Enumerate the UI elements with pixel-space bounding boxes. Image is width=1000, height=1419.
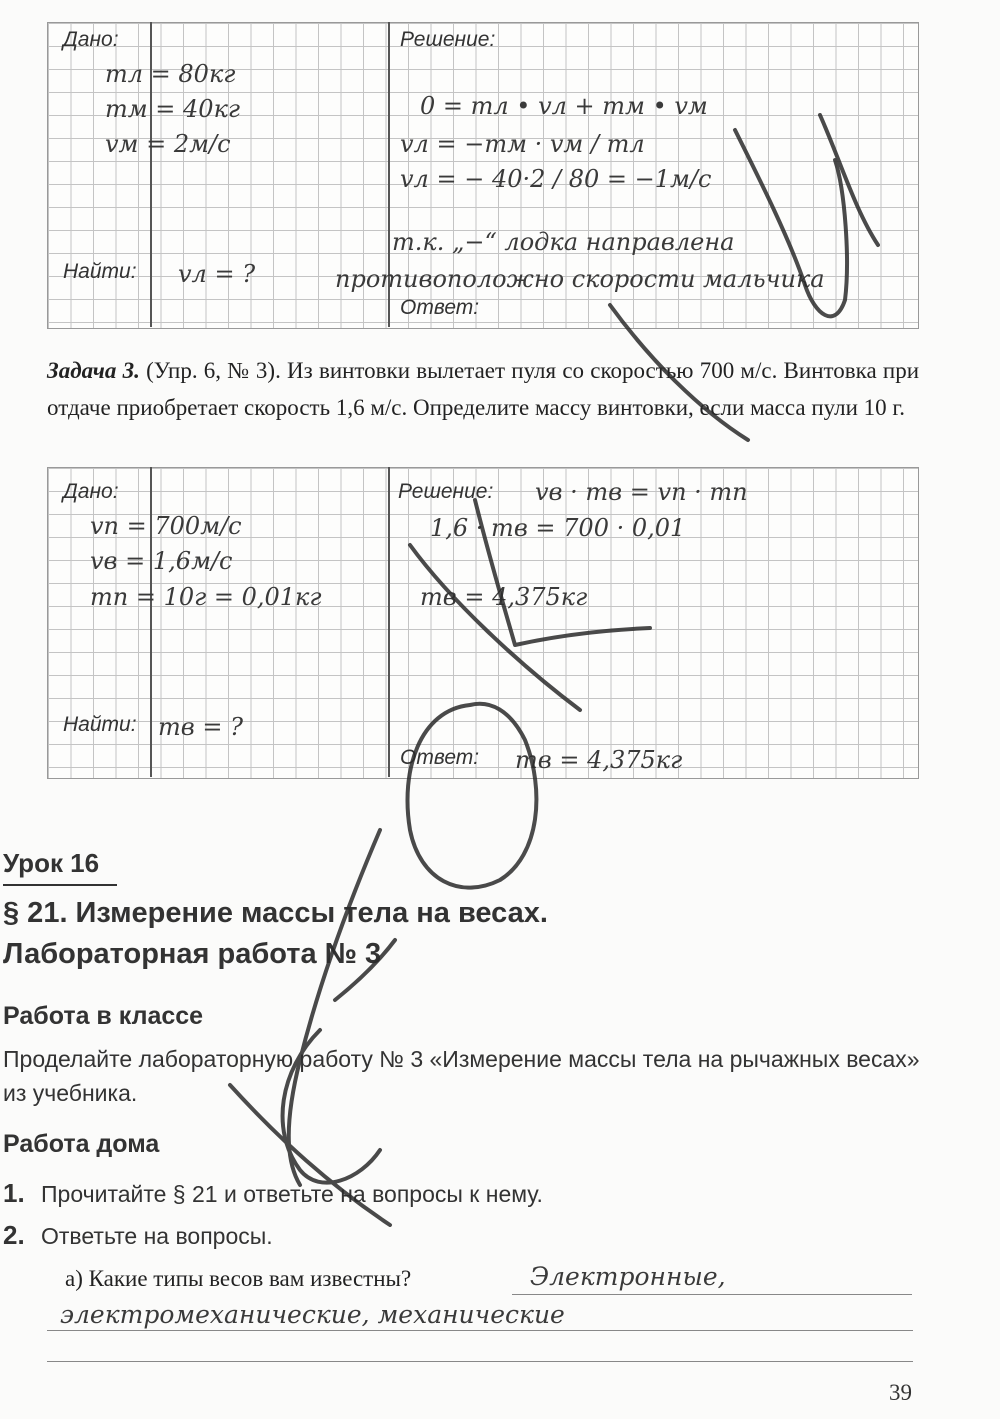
- task2-given-3: vм = 2м/с: [105, 130, 231, 158]
- home-item-2-num: 2.: [3, 1220, 25, 1250]
- lab-title: Лабораторная работа № 3: [3, 938, 382, 970]
- answer-a-line1: Электронные,: [530, 1262, 726, 1291]
- pen-stroke-c: [283, 1030, 380, 1183]
- pen-stroke-diag-1: [610, 305, 748, 440]
- task3-answer-value: mв = 4,375кг: [515, 746, 683, 774]
- answer-a-line2: электромеханические, механические: [60, 1300, 565, 1329]
- task2-given-label: Дано:: [63, 28, 119, 51]
- task3-title: Задача 3.: [47, 358, 140, 383]
- question-a: а) Какие типы весов вам известны?: [65, 1266, 412, 1291]
- task2-answer-2: противоположно скорости мальчика: [335, 265, 825, 293]
- task3-text: (Упр. 6, № 3). Из винтовки вылетает пуля со скоростью 700 м/с. Винтовка при отдаче приобретает скорость 1,6 м/с. Определите массу винтовки, если масса пули 10 г.: [47, 358, 919, 420]
- paragraph-title: § 21. Измерение массы тела на весах.: [3, 897, 548, 929]
- task3-solution-1: vв · mв = vп · mп: [535, 478, 748, 506]
- task3-given-1: vп = 700м/с: [90, 512, 242, 540]
- task3-answer-label: Ответ:: [400, 746, 480, 769]
- pen-stroke-tail: [230, 1085, 390, 1225]
- lesson-number: Урок 16: [3, 848, 100, 878]
- task3-find-label: Найти:: [63, 713, 137, 736]
- home-item-1-text: Прочитайте § 21 и ответьте на вопросы к нему.: [41, 1181, 543, 1207]
- task2-find-label: Найти:: [63, 260, 137, 283]
- pen-stroke-k-upper: [820, 115, 878, 245]
- task3-solution-label: Решение:: [398, 480, 494, 503]
- class-work-text: Проделайте лабораторную работу № 3 «Измерение массы тела на рычажных весах» из учебника.: [3, 1046, 920, 1106]
- home-item-1-num: 1.: [3, 1178, 25, 1208]
- class-work-heading: Работа в классе: [3, 1002, 204, 1030]
- task2-answer-1: т.к. „−“ лодка направлена: [392, 228, 735, 256]
- task2-solution-1: 0 = mл • vл + mм • vм: [420, 92, 708, 120]
- pen-stroke-v: [335, 940, 395, 1000]
- pen-stroke-long: [289, 830, 380, 1185]
- home-work-heading: Работа дома: [3, 1130, 160, 1158]
- task3-solution-2: 1,6 · mв = 700 · 0,01: [430, 514, 686, 542]
- task2-solution-label: Решение:: [400, 28, 496, 51]
- task3-solution-3: mв = 4,375кг: [420, 583, 588, 611]
- task3-given-2: vв = 1,6м/с: [90, 547, 233, 575]
- pen-stroke-k-upper-2: [735, 130, 847, 316]
- task2-find-value: vл = ?: [178, 260, 256, 288]
- task2-solution-2: vл = −mм · vм / mл: [400, 130, 645, 158]
- task3-given-label: Дано:: [63, 480, 119, 503]
- task3-given-3: mп = 10г = 0,01кг: [90, 583, 322, 611]
- task3-find-value: mв = ?: [158, 713, 243, 741]
- pen-stroke-k-lower-2: [475, 500, 650, 645]
- task2-given-2: mм = 40кг: [105, 95, 241, 123]
- task2-given-1: mл = 80кг: [105, 60, 236, 88]
- page-number: 39: [889, 1380, 912, 1405]
- task2-answer-label: Ответ:: [400, 296, 480, 319]
- home-item-2-text: Ответьте на вопросы.: [41, 1223, 273, 1249]
- pen-stroke-oval: [408, 704, 537, 888]
- task2-solution-3: vл = − 40·2 / 80 = −1м/с: [400, 165, 712, 193]
